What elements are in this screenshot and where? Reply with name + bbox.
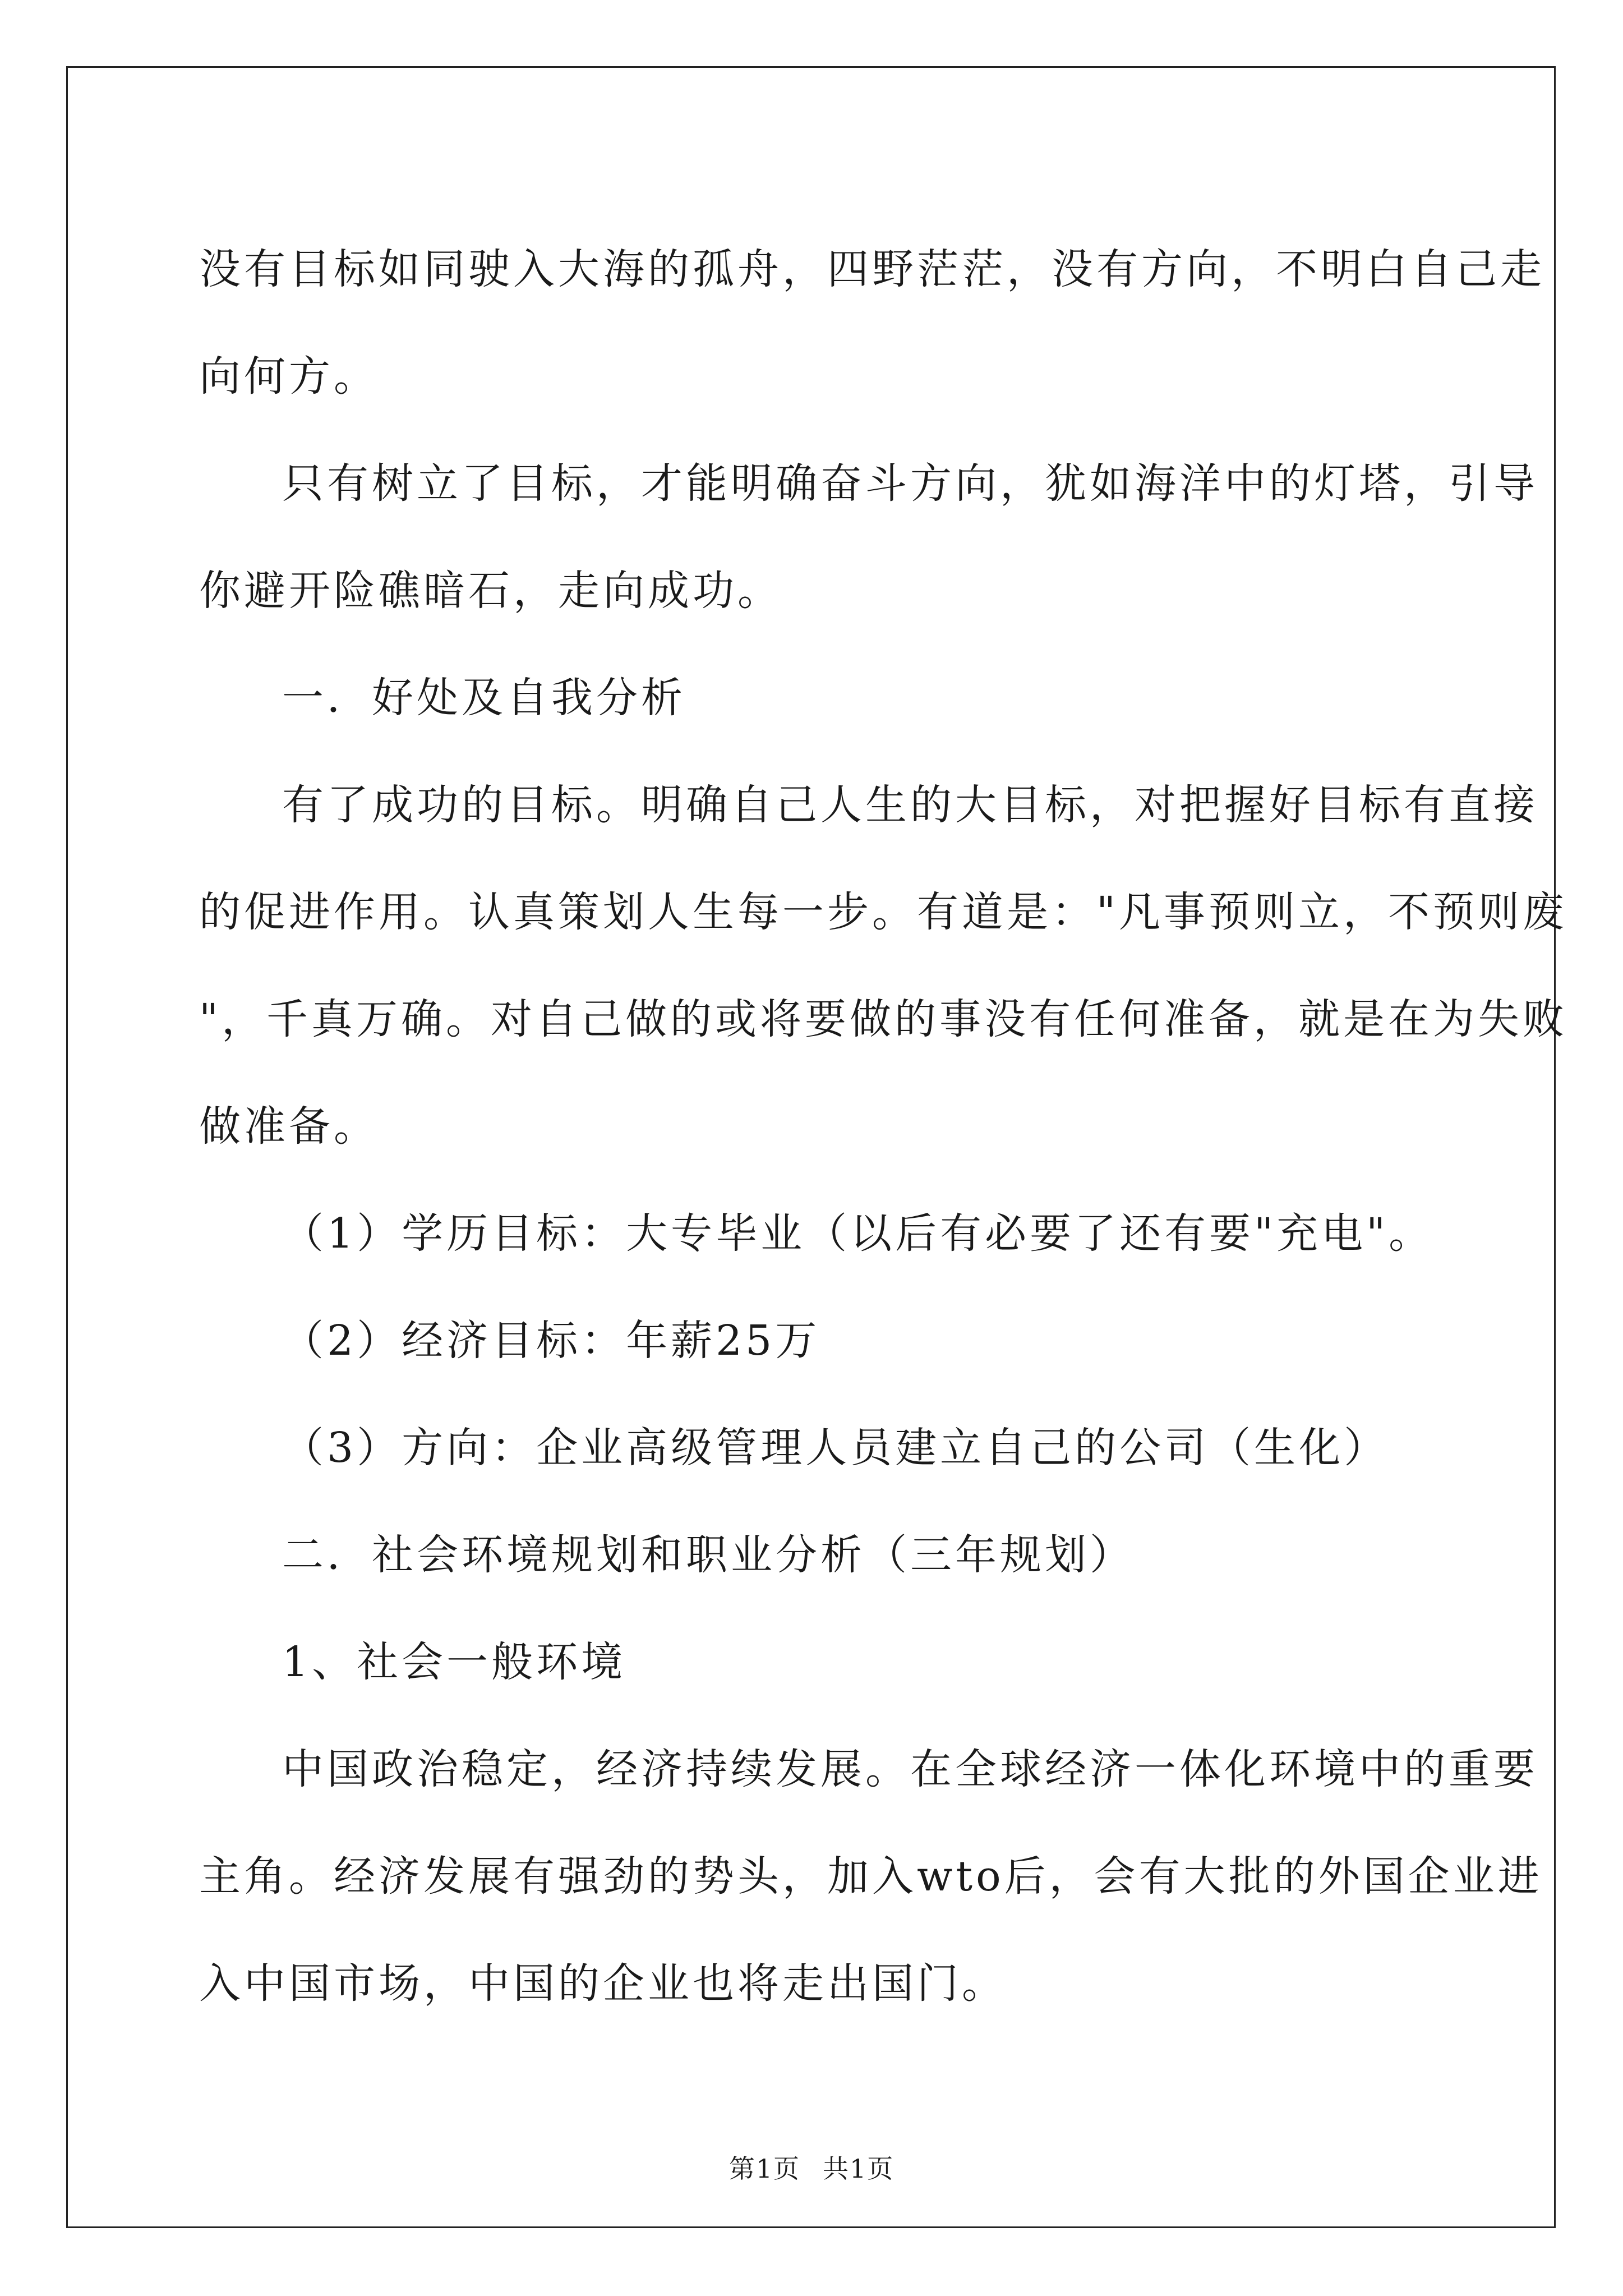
- text-line: 做准备。: [199, 1102, 379, 1151]
- text-line: 有了成功的目标。明确自己人生的大目标，对把握好目标有直接: [282, 781, 1538, 829]
- text-line: 的促进作用。认真策划人生每一步。有道是："凡事预则立，不预则废: [199, 888, 1568, 936]
- text-line: 没有目标如同驶入大海的孤舟，四野茫茫，没有方向，不明白自己走: [199, 245, 1545, 293]
- page-total: 共1页: [823, 2154, 895, 2184]
- text-line: 向何方。: [199, 352, 379, 401]
- section-heading: 一．好处及自我分析: [282, 674, 686, 722]
- text-line: "，千真万确。对自己做的或将要做的事没有任何准备，就是在为失败: [199, 995, 1568, 1043]
- text-line: 中国政治稳定，经济持续发展。在全球经济一体化环境中的重要: [282, 1745, 1538, 1793]
- list-item: （3）方向：企业高级管理人员建立自己的公司（生化）: [282, 1424, 1389, 1472]
- document-body: [199, 216, 1568, 2037]
- text-line: 只有树立了目标，才能明确奋斗方向，犹如海洋中的灯塔，引导: [282, 459, 1538, 508]
- page-number: 第1页: [728, 2154, 800, 2184]
- text-line: 你避开险礁暗石，走向成功。: [199, 567, 782, 615]
- list-item: （1）学历目标：大专毕业（以后有必要了还有要"充电"。: [282, 1209, 1434, 1258]
- section-heading: 二．社会环境规划和职业分析（三年规划）: [282, 1531, 1135, 1579]
- subsection-heading: 1、社会一般环境: [282, 1638, 626, 1686]
- text-line: 主角。经济发展有强劲的势头，加入wto后，会有大批的外国企业进: [199, 1852, 1543, 1901]
- list-item: （2）经济目标：年薪25万: [282, 1317, 820, 1365]
- text-line: 入中国市场，中国的企业也将走出国门。: [199, 1959, 1007, 2008]
- page-footer: [0, 2152, 1623, 2185]
